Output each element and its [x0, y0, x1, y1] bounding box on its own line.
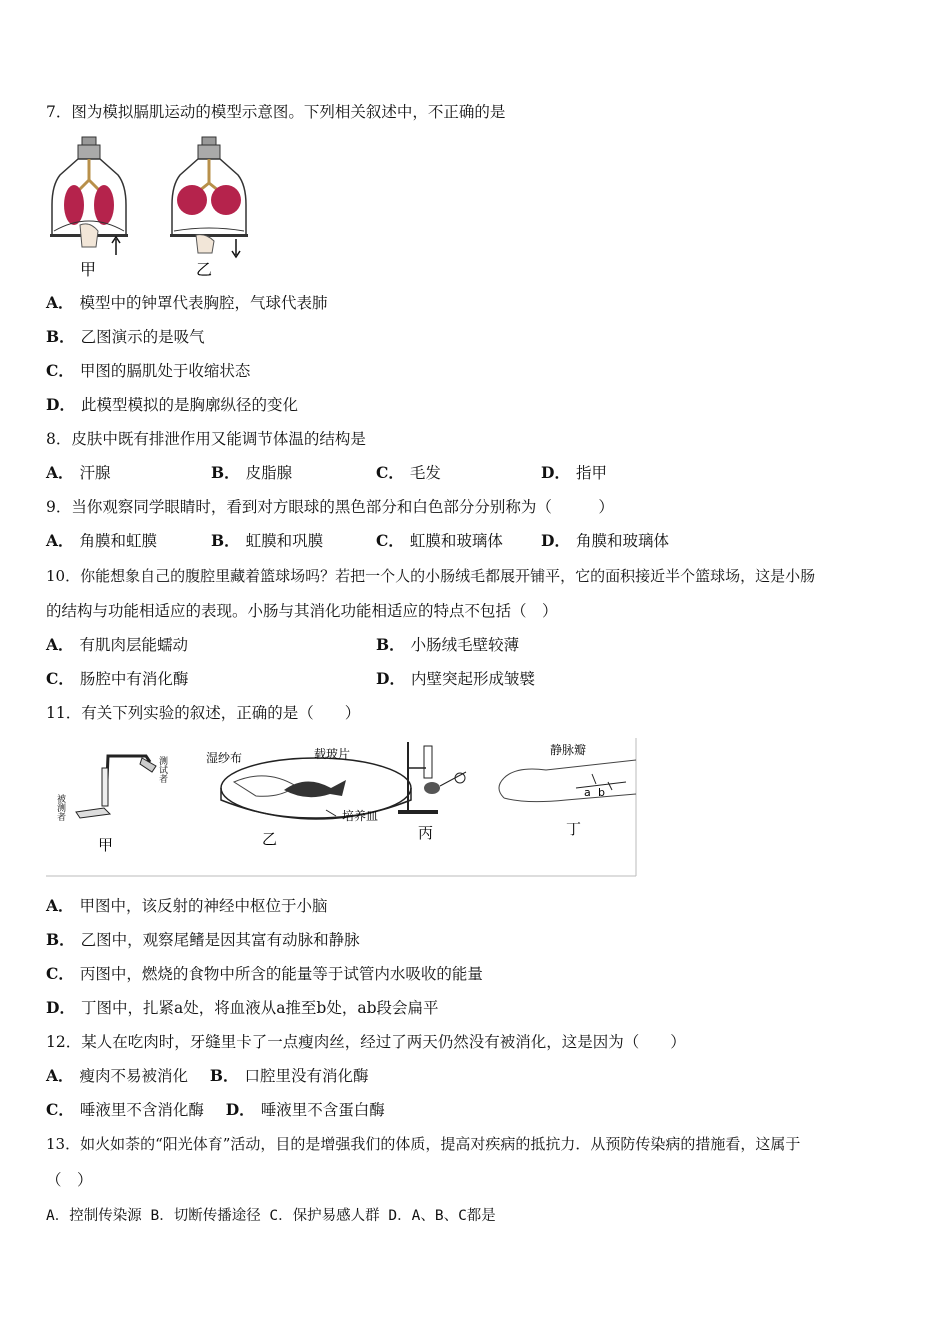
q10-option-d: D． 内壁突起形成皱襞	[376, 669, 535, 688]
q8-option-d: D． 指甲	[541, 463, 607, 482]
arm-vein-test	[499, 742, 636, 838]
bell-jar-yi	[170, 137, 248, 279]
q12-options-row1: A． 瘦肉不易被消化 B． 口腔里没有消化酶	[46, 1066, 369, 1085]
dish-label: 培养皿	[342, 809, 379, 823]
q9-option-a: A． 角膜和虹膜	[46, 531, 158, 550]
tested-label: 被测者	[55, 794, 65, 821]
q8-option-b: B． 皮脂腺	[211, 463, 293, 482]
q7-option-c: C． 甲图的膈肌处于收缩状态	[46, 361, 251, 380]
q11-stem: 11．有关下列实验的叙述，正确的是（ ）	[46, 704, 361, 722]
food-burning-setup	[398, 742, 466, 842]
ruler-drop-test	[55, 755, 168, 854]
q13-stem-line1: 13．如火如荼的“阳光体育”活动，目的是增强我们的体质，提高对疾病的抵抗力．从预防传染病的措施看，这属于	[46, 1135, 801, 1153]
q13-stem-line2: （ ）	[46, 1171, 93, 1189]
fig-label-ding: 丁	[566, 820, 582, 838]
tester-label: 测试者	[157, 756, 167, 783]
q12-stem: 12．某人在吃肉时，牙缝里卡了一点瘦肉丝，经过了两天仍然没有被消化，这是因为（ ）	[46, 1033, 686, 1051]
q9-option-b: B． 虹膜和巩膜	[211, 531, 324, 550]
q9-option-d: D． 角膜和玻璃体	[541, 531, 669, 550]
q7-option-d: D． 此模型模拟的是胸廓纵径的变化	[46, 395, 298, 414]
vein-label: 静脉瓣	[550, 743, 587, 757]
wet-gauze-label: 湿纱布	[206, 751, 243, 765]
q9-stem: 9．当你观察同学眼睛时，看到对方眼球的黑色部分和白色部分分别称为（ ）	[46, 498, 614, 516]
q10-stem-line2: 的结构与功能相适应的表现。小肠与其消化功能相适应的特点不包括（ ）	[46, 602, 558, 620]
q10-stem-line1: 10．你能想象自己的腹腔里藏着篮球场吗？若把一个人的小肠绒毛都展开铺平，它的面积接近半个篮球场，这是小肠	[46, 567, 816, 585]
q7-stem: 7．图为模拟膈肌运动的模型示意图。下列相关叙述中，不正确的是	[46, 103, 506, 121]
q11-option-b: B． 乙图中，观察尾鳍是因其富有动脉和静脉	[46, 930, 360, 949]
q10-option-a: A． 有肌肉层能蠕动	[46, 635, 189, 654]
q7-option-b: B． 乙图演示的是吸气	[46, 327, 205, 346]
fig-label-jia: 甲	[80, 260, 97, 279]
q8-option-a: A． 汗腺	[46, 463, 111, 482]
q7-figure	[46, 135, 256, 280]
q8-option-c: C． 毛发	[376, 463, 441, 482]
q9-option-c: C． 虹膜和玻璃体	[376, 531, 503, 550]
slide-label: 载玻片	[314, 747, 351, 761]
q11-option-c: C． 丙图中，燃烧的食物中所含的能量等于试管内水吸收的能量	[46, 964, 483, 983]
bell-jar-jia	[50, 137, 128, 279]
q7-option-a: A． 模型中的钟罩代表胸腔，气球代表肺	[46, 293, 328, 312]
q11-option-a: A． 甲图中，该反射的神经中枢位于小脑	[46, 896, 328, 915]
q10-option-b: B． 小肠绒毛壁较薄	[376, 635, 520, 654]
fish-petri-dish	[206, 746, 411, 848]
q10-option-c: C． 肠腔中有消化酶	[46, 669, 189, 688]
fig-label-bing: 丙	[418, 824, 434, 842]
q11-figure	[46, 738, 638, 878]
fig-label-yi: 乙	[262, 830, 278, 848]
fig-label-yi: 乙	[196, 260, 213, 279]
q13-options: A．控制传染源 B．切断传播途径 C．保护易感人群 D．A、B、C都是	[46, 1208, 496, 1224]
q8-stem: 8．皮肤中既有排泄作用又能调节体温的结构是	[46, 430, 366, 448]
point-b-label: b	[598, 786, 605, 799]
q12-options-row2: C． 唾液里不含消化酶 D． 唾液里不含蛋白酶	[46, 1100, 385, 1119]
fig-label-jia: 甲	[98, 836, 114, 854]
point-a-label: a	[584, 786, 591, 799]
q11-option-d: D． 丁图中，扎紧a处，将血液从a推至b处，ab段会扁平	[46, 998, 439, 1017]
